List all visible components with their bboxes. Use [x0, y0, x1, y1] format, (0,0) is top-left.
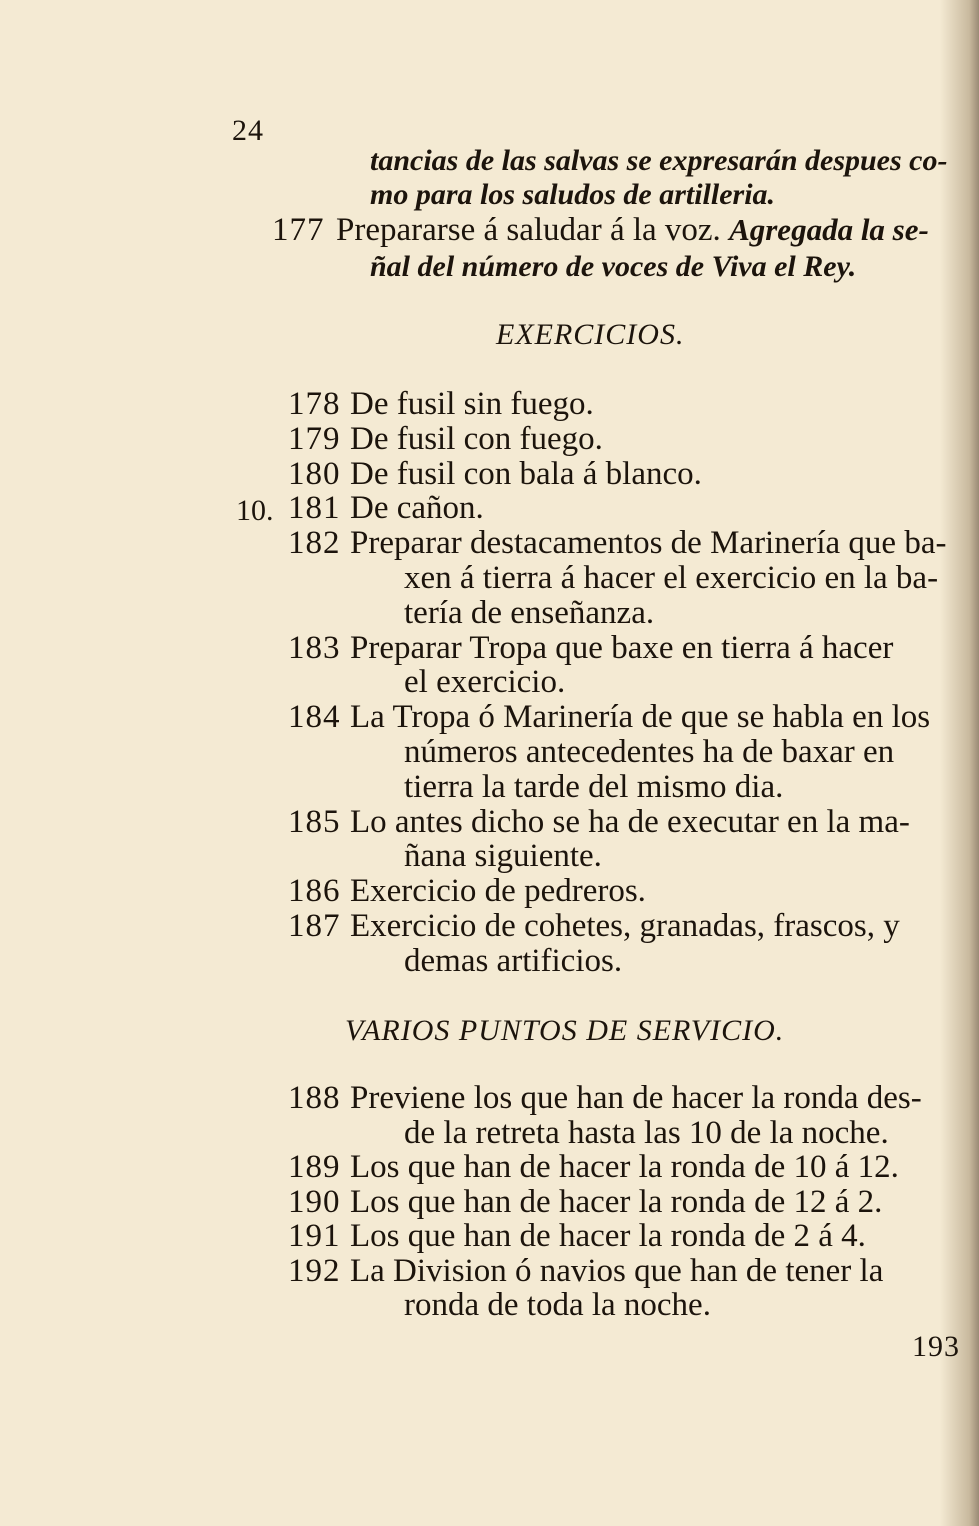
- item-text-line: de la retreta hasta las 10 de la noche.: [404, 1114, 889, 1151]
- item-text-line: La Division ó navios que han de tener la: [350, 1252, 884, 1289]
- intro-line-1: tancias de las salvas se expresarán despues co-: [370, 144, 948, 177]
- item-number: 192: [288, 1252, 341, 1289]
- item-number: 190: [288, 1183, 341, 1220]
- item-text-line: xen á tierra á hacer el exercicio en la ba-: [404, 560, 939, 596]
- item-177-italic-text: Agregada la se-: [729, 212, 929, 247]
- item-text-line: números antecedentes ha de baxar en: [404, 734, 895, 770]
- item-number: 185: [288, 803, 341, 840]
- item-177-line-2: ñal del número de voces de Viva el Rey.: [370, 250, 857, 283]
- item-text-line: Preparar destacamentos de Marinería que ba-: [350, 525, 947, 562]
- item-text-line: Los que han de hacer la ronda de 12 á 2.: [350, 1183, 883, 1220]
- item-text-line: tería de enseñanza.: [404, 594, 655, 631]
- section-heading-exercicios: EXERCICIOS.: [496, 318, 685, 351]
- item-text-line: De fusil con bala á blanco.: [350, 455, 702, 492]
- item-number: 189: [288, 1149, 341, 1185]
- item-text-line: el exercicio.: [404, 664, 566, 701]
- catchword: 193: [912, 1330, 960, 1363]
- item-text-line: demas artificios.: [404, 942, 623, 979]
- item-number: 181: [288, 490, 341, 527]
- item-text-line: Previene los que han de hacer la ronda des-: [350, 1080, 922, 1116]
- item-text-line: De cañon.: [350, 490, 484, 527]
- item-number: 186: [288, 873, 341, 910]
- item-text-line: tierra la tarde del mismo dia.: [404, 768, 784, 805]
- item-text-line: La Tropa ó Marinería de que se habla en los: [350, 699, 931, 736]
- item-text-line: Lo antes dicho se ha de executar en la ma-: [350, 803, 910, 840]
- item-number-177: 177: [272, 212, 325, 248]
- item-number: 179: [288, 420, 341, 457]
- intro-line-2: mo para los saludos de artilleria.: [370, 178, 776, 211]
- item-text-line: Preparar Tropa que baxe en tierra á hacer: [350, 629, 894, 666]
- page-number: 24: [232, 114, 264, 147]
- item-number: 178: [288, 386, 341, 422]
- item-number: 183: [288, 629, 341, 666]
- item-text-line: Exercicio de pedreros.: [350, 873, 646, 910]
- item-number: 191: [288, 1218, 341, 1254]
- section-heading-varios-puntos: VARIOS PUNTOS DE SERVICIO.: [345, 1014, 785, 1047]
- item-number: 182: [288, 525, 341, 562]
- item-text-line: Exercicio de cohetes, granadas, frascos, y: [350, 908, 900, 944]
- item-number: 184: [288, 699, 341, 736]
- item-text-line: ronda de toda la noche.: [404, 1287, 711, 1323]
- item-number: 188: [288, 1080, 341, 1116]
- item-number: 180: [288, 455, 341, 492]
- item-177-roman-text: Prepararse á saludar á la voz.: [336, 212, 721, 248]
- item-text-line: Los que han de hacer la ronda de 10 á 12.: [350, 1149, 899, 1185]
- item-number: 187: [288, 908, 341, 944]
- item-text-line: Los que han de hacer la ronda de 2 á 4.: [350, 1218, 866, 1254]
- margin-note: 10.: [236, 494, 274, 527]
- item-text-line: De fusil con fuego.: [350, 420, 603, 457]
- item-177-line-1: [336, 214, 929, 247]
- item-text-line: ñana siguiente.: [404, 838, 602, 875]
- item-text-line: De fusil sin fuego.: [350, 386, 594, 422]
